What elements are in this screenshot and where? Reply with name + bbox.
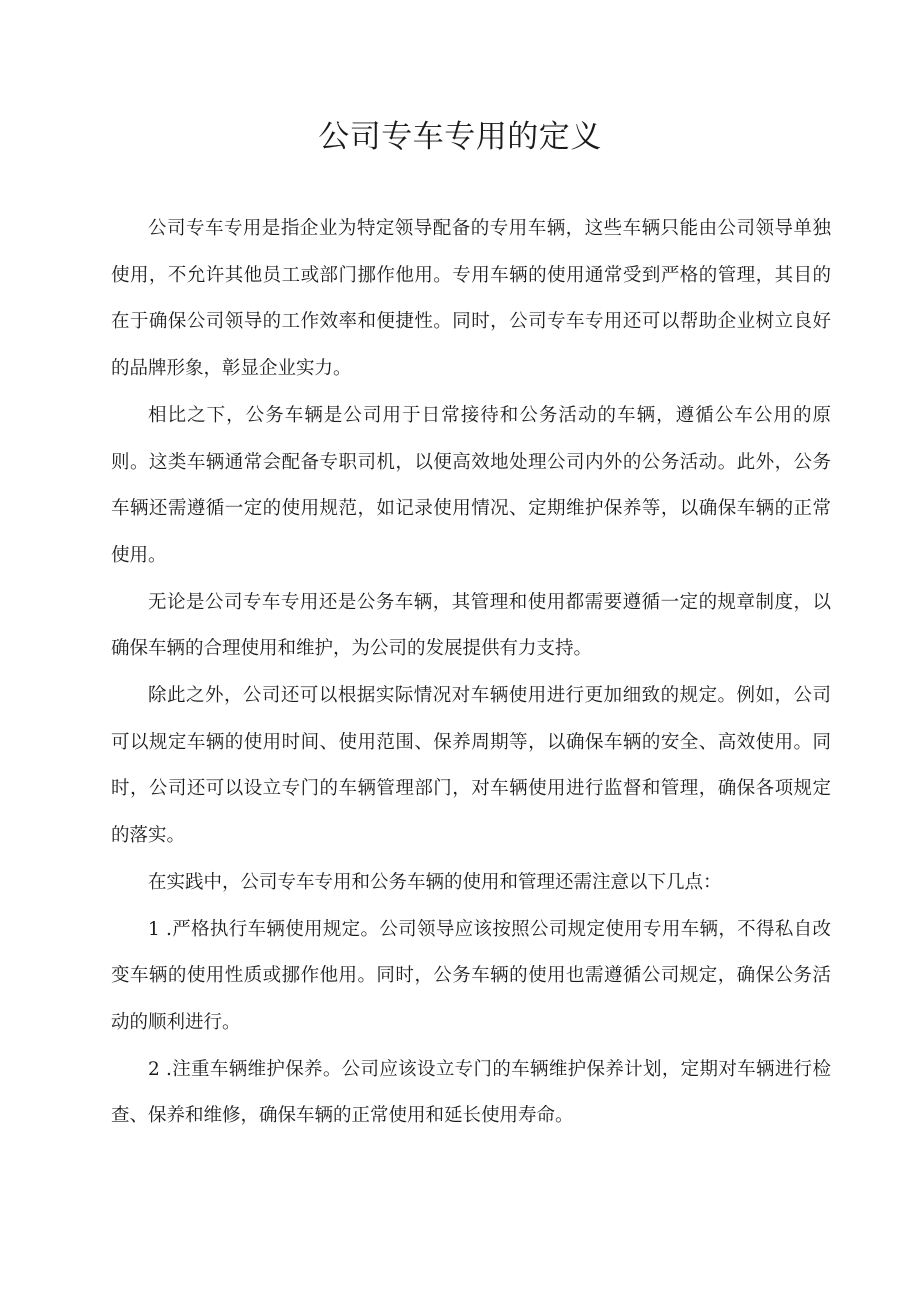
document-title: 公司专车专用的定义 (318, 119, 602, 155)
list-item: 2 .注重车辆维护保养。公司应该设立专门的车辆维护保养计划，定期对车辆进行检查、保养和维修，确保车辆的正常使用和延长使用寿命。 (111, 1058, 831, 1127)
document-body (111, 206, 831, 1140)
paragraph: 相比之下，公务车辆是公司用于日常接待和公务活动的车辆，遵循公车公用的原则。这类车辆通常会配备专职司机，以便高效地处理公司内外的公务活动。此外，公务车辆还需遵循一定的使用规范，如记录使用情况、定期维护保养等，以确保车辆的正常使用。 (111, 404, 831, 566)
paragraph: 公司专车专用是指企业为特定领导配备的专用车辆，这些车辆只能由公司领导单独使用，不允许其他员工或部门挪作他用。专用车辆的使用通常受到严格的管理，其目的在于确保公司领导的工作效率和便捷性。同时，公司专车专用还可以帮助企业树立良好的品牌形象，彰显企业实力。 (111, 218, 831, 380)
paragraph: 无论是公司专车专用还是公务车辆，其管理和使用都需要遵循一定的规章制度，以确保车辆的合理使用和维护，为公司的发展提供有力支持。 (111, 591, 831, 660)
list-item: 1 .严格执行车辆使用规定。公司领导应该按照公司规定使用专用车辆，不得私自改变车辆的使用性质或挪作他用。同时，公务车辆的使用也需遵循公司规定，确保公务活动的顺利进行。 (111, 918, 831, 1033)
paragraph: 在实践中，公司专车专用和公务车辆的使用和管理还需注意以下几点： (148, 871, 722, 893)
paragraph: 除此之外，公司还可以根据实际情况对车辆使用进行更加细致的规定。例如，公司可以规定车辆的使用时间、使用范围、保养周期等，以确保车辆的安全、高效使用。同时，公司还可以设立专门的车辆管理部门，对车辆使用进行监督和管理，确保各项规定的落实。 (111, 685, 831, 847)
